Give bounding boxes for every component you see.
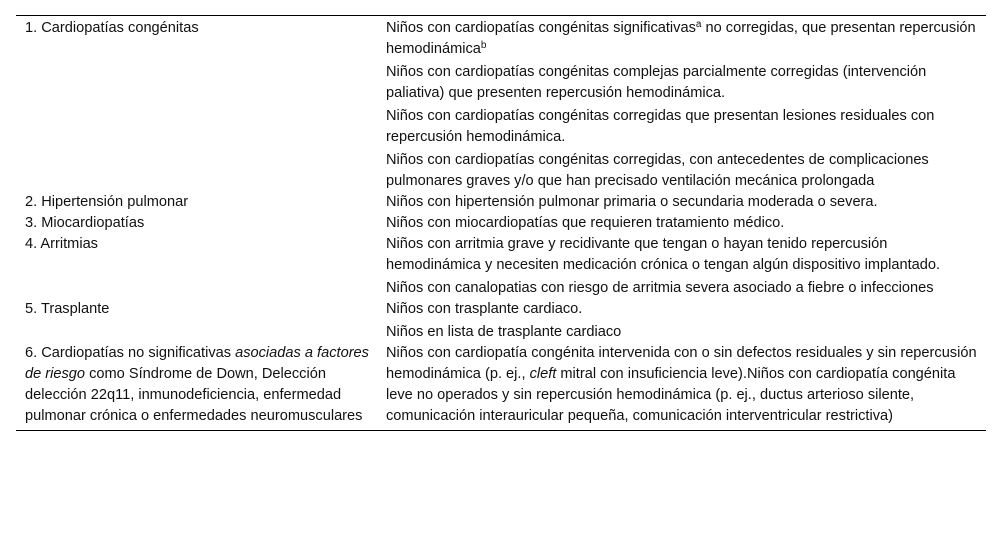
footnote-marker: b bbox=[480, 40, 487, 52]
category-cell bbox=[16, 343, 379, 430]
category-cell bbox=[16, 213, 379, 234]
description-cell bbox=[379, 299, 986, 343]
category-label: 4. Arritmias bbox=[25, 236, 98, 252]
category-cell bbox=[16, 299, 379, 343]
description-text: Niños en lista de trasplante cardiaco bbox=[386, 324, 622, 340]
description-cell bbox=[379, 234, 986, 299]
table-row bbox=[16, 234, 986, 299]
description-text: Niños con cardiopatías congénitas complejas parcialmente corregidas (intervención paliativa) que presenten repercusión hemodinámica. bbox=[386, 64, 927, 101]
table-row bbox=[16, 213, 986, 234]
description-text: Niños con miocardiopatías que requieren tratamiento médico. bbox=[386, 215, 785, 231]
description-text: Niños con arritmia grave y recidivante que tengan o hayan tenido repercusión hemodinámica y necesiten medicación crónica o tengan algún dispositivo implantado. bbox=[386, 236, 941, 273]
description-cell bbox=[379, 213, 986, 234]
table-row bbox=[16, 299, 986, 343]
description-cell bbox=[379, 192, 986, 213]
description-text: Niños con cardiopatías congénitas corregidas que presentan lesiones residuales con repercusión hemodinámica. bbox=[386, 108, 935, 145]
description-cell bbox=[379, 16, 986, 192]
description-text: Niños con cardiopatías congénitas significativas$^a$ no corregidas, que presentan repercusión hemodinámica$^b$ bbox=[386, 19, 976, 57]
category-label: 3. Miocardiopatías bbox=[25, 215, 145, 231]
description-text: Niños con canalopatias con riesgo de arritmia severa asociado a fiebre o infecciones bbox=[386, 280, 934, 296]
category-cell bbox=[16, 192, 379, 213]
risk-groups-table bbox=[16, 15, 986, 431]
footnote-marker: a bbox=[695, 19, 702, 31]
category-cell bbox=[16, 234, 379, 299]
table-row bbox=[16, 16, 986, 192]
description-text: Niños con cardiopatías congénitas corregidas, con antecedentes de complicaciones pulmonares graves y/o que han precisado ventilación mecánica prolongada bbox=[386, 152, 929, 189]
category-label: 2. Hipertensión pulmonar bbox=[25, 194, 189, 210]
category-label: 5. Trasplante bbox=[25, 301, 110, 317]
description-cell bbox=[379, 343, 986, 430]
description-text: Niños con trasplante cardiaco. bbox=[386, 301, 583, 317]
description-text: Niños con cardiopatía congénita intervenida con o sin defectos residuales y sin repercusión hemodinámica (p. ej., cleft mitral con insuficiencia leve).Niños con cardiopatía congénita leve no operados y sin repercusión hemodinámica (p. ej., ductus arterioso silente, comunicación interauricular pequeña, comunicación interventricular restrictiva) bbox=[386, 345, 977, 424]
description-text: Niños con hipertensión pulmonar primaria o secundaria moderada o severa. bbox=[386, 194, 878, 210]
category-cell bbox=[16, 16, 379, 192]
table-row bbox=[16, 192, 986, 213]
table-row bbox=[16, 343, 986, 430]
category-label: 6. Cardiopatías no significativas asociadas a factores de riesgo como Síndrome de Down, Delección delección 22q11, inmunodeficiencia, enfermedad pulmonar crónica o enfermedades neuromusculares bbox=[25, 345, 369, 424]
category-label: 1. Cardiopatías congénitas bbox=[25, 20, 199, 36]
